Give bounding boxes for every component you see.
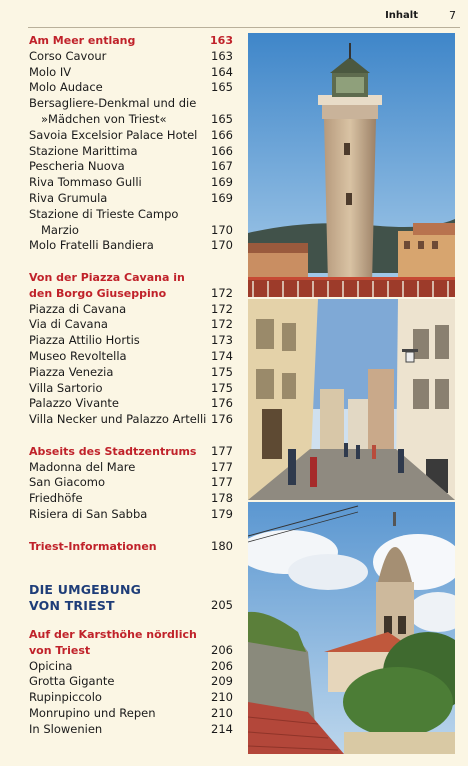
toc-page-number: 163 — [210, 34, 233, 47]
running-title: Inhalt — [385, 10, 418, 21]
toc-entry[interactable]: Riva Tommaso Gulli 169 — [29, 175, 233, 190]
photo-column — [248, 33, 455, 754]
toc-entry[interactable]: Piazza Attilio Hortis 173 — [29, 333, 233, 348]
toc-entry[interactable]: Rupinpiccolo 210 — [29, 690, 233, 705]
toc-entry[interactable]: Molo Fratelli Bandiera 170 — [29, 238, 233, 253]
street-photo — [248, 299, 455, 500]
toc-entry[interactable]: Madonna del Mare 177 — [29, 459, 233, 474]
toc-entry[interactable]: Riva Grumula 169 — [29, 190, 233, 205]
toc-section-title[interactable]: Abseits des Stadtzentrums 177 — [29, 443, 233, 458]
page-number: 7 — [449, 9, 456, 22]
toc-entry[interactable]: Piazza Venezia 175 — [29, 364, 233, 379]
toc-entry[interactable]: Molo Audace 165 — [29, 80, 233, 95]
page-header — [0, 0, 468, 28]
toc-entry[interactable]: Opicina 206 — [29, 658, 233, 673]
toc-chapter-title[interactable]: DIE UMGEBUNG VON TRIEST 205 — [29, 582, 233, 614]
lighthouse-image — [248, 33, 455, 297]
toc-entry[interactable]: Friedhöfe 178 — [29, 491, 233, 506]
bell-tower-image — [248, 502, 455, 754]
toc-entry[interactable]: Molo IV 164 — [29, 64, 233, 79]
toc-entry[interactable]: Monrupino und Repen 210 — [29, 706, 233, 721]
toc-entry[interactable]: Stazione Marittima 166 — [29, 143, 233, 158]
toc-entry[interactable]: Savoia Excelsior Palace Hotel 166 — [29, 127, 233, 142]
header-rule — [28, 27, 460, 28]
toc-entry[interactable]: Villa Sartorio 175 — [29, 380, 233, 395]
toc-entry[interactable]: Stazione di Trieste Campo Marzio 170 — [29, 206, 233, 237]
toc-entry[interactable]: Bersagliere-Denkmal und die »Mädchen von Triest« 165 — [29, 96, 233, 126]
toc-entry[interactable]: Piazza di Cavana 172 — [29, 301, 233, 316]
toc-entry[interactable]: In Slowenien 214 — [29, 721, 233, 736]
toc-entry[interactable]: Pescheria Nuova 167 — [29, 159, 233, 174]
street-image — [248, 299, 455, 500]
lighthouse-photo — [248, 33, 455, 297]
toc-section-title[interactable]: Von der Piazza Cavana in den Borgo Giuseppino 172 — [29, 270, 233, 300]
toc-entry[interactable]: San Giacomo 177 — [29, 475, 233, 490]
table-of-contents — [29, 33, 233, 738]
toc-entry[interactable]: Museo Revoltella 174 — [29, 348, 233, 363]
toc-entry[interactable]: Grotta Gigante 209 — [29, 674, 233, 689]
bell-tower-photo — [248, 502, 455, 754]
toc-entry[interactable]: Corso Cavour 163 — [29, 48, 233, 63]
toc-entry[interactable]: Via di Cavana 172 — [29, 317, 233, 332]
toc-section-title[interactable]: Triest-Informationen 180 — [29, 538, 233, 553]
toc-section-title[interactable]: Am Meer entlang 163 — [29, 34, 233, 47]
toc-entry[interactable]: Palazzo Vivante 176 — [29, 396, 233, 411]
toc-entry[interactable]: Risiera di San Sabba 179 — [29, 506, 233, 521]
toc-section-title[interactable]: Auf der Karsthöhe nördlich von Triest 206 — [29, 628, 233, 657]
toc-entry[interactable]: Villa Necker und Palazzo Artelli 176 — [29, 412, 233, 427]
toc-page-number: 205 — [211, 598, 233, 613]
